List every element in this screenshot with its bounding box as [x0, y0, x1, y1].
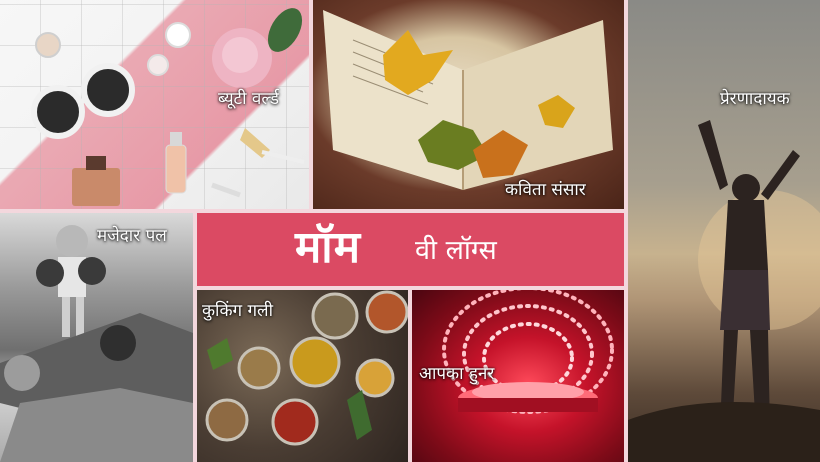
mom-vlogs-banner: [197, 213, 624, 286]
tile-label-talent: आपका हुनर: [419, 364, 495, 384]
tile-poetry-world[interactable]: [313, 0, 624, 209]
tile-beauty-world[interactable]: [0, 0, 309, 209]
tile-label-beauty: ब्यूटी वर्ल्ड: [218, 89, 279, 109]
tile-inspirational[interactable]: [628, 0, 820, 462]
funny-image: [0, 213, 193, 462]
tile-your-talent[interactable]: [412, 290, 624, 462]
tile-label-cooking: कुकिंग गली: [202, 301, 273, 321]
tile-cooking-lane[interactable]: [197, 290, 408, 462]
inspire-image: [628, 0, 820, 462]
banner-title-main: मॉम: [295, 222, 362, 273]
tile-label-poetry: कविता संसार: [505, 180, 586, 200]
tile-label-funny: मजेदार पल: [97, 226, 167, 246]
tile-label-inspire: प्रेरणादायक: [720, 89, 790, 109]
banner-title-sub: वी लॉग्स: [415, 235, 497, 266]
tile-funny-moments[interactable]: [0, 213, 193, 462]
